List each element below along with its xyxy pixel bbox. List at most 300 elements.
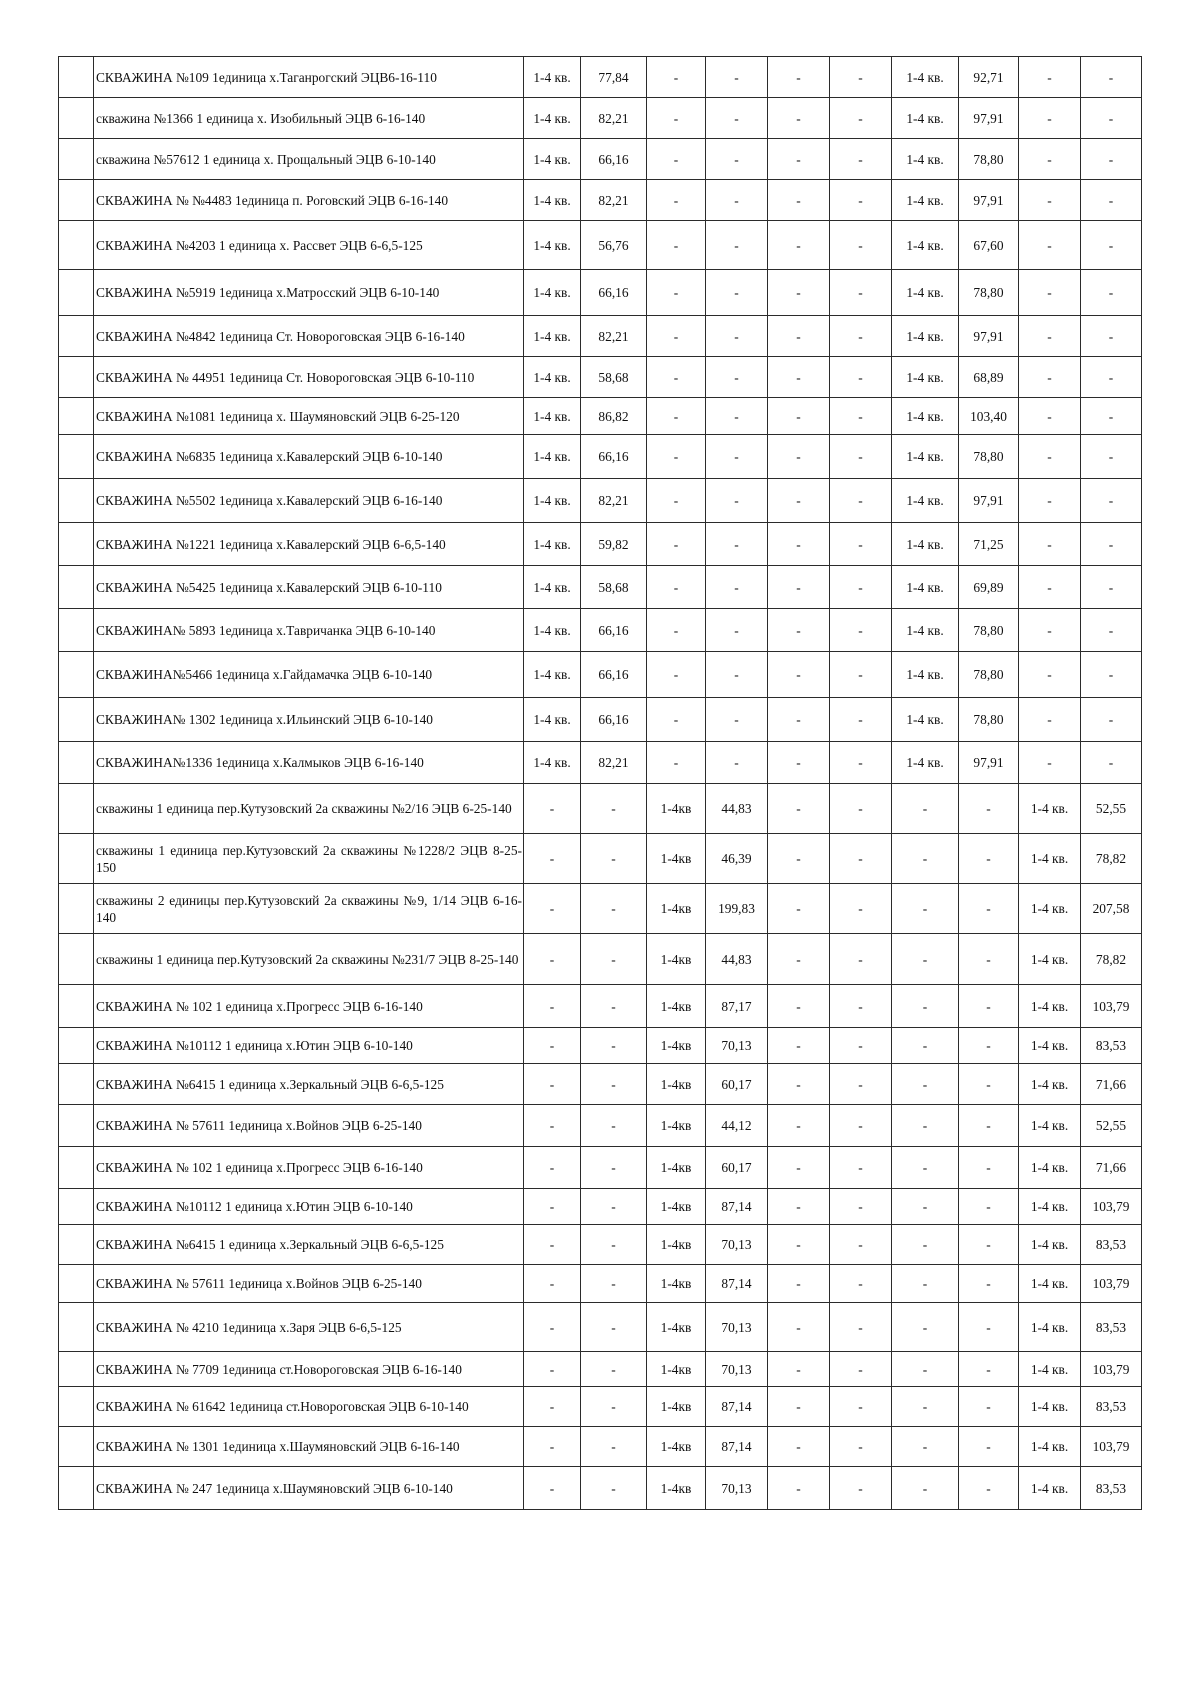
period-b-cell: 1-4кв <box>647 934 706 985</box>
period-b-cell: 1-4кв <box>647 884 706 934</box>
amount-e-cell: - <box>1081 698 1142 742</box>
amount-b-cell: 87,14 <box>706 1427 768 1467</box>
amount-a-cell: 56,76 <box>581 221 647 270</box>
period-e-cell: 1-4 кв. <box>1019 1427 1081 1467</box>
well-name-cell: СКВАЖИНА №5919 1единица х.Матросский ЭЦВ 6-10-140 <box>94 270 524 316</box>
table-row <box>59 1147 1142 1189</box>
period-b-cell: 1-4кв <box>647 1105 706 1147</box>
amount-b-cell: 44,83 <box>706 784 768 834</box>
period-a-cell: - <box>524 985 581 1028</box>
amount-e-cell: - <box>1081 742 1142 784</box>
period-b-cell: 1-4кв <box>647 1427 706 1467</box>
wells-table-body <box>59 57 1142 1510</box>
period-d-cell: 1-4 кв. <box>892 57 959 98</box>
table-row <box>59 1189 1142 1225</box>
amount-c-cell: - <box>830 98 892 139</box>
period-d-cell: - <box>892 934 959 985</box>
row-number-cell <box>59 1303 94 1352</box>
well-name-cell: скважины 1 единица пер.Кутузовский 2а скважины №2/16 ЭЦВ 6-25-140 <box>94 784 524 834</box>
amount-a-cell: 66,16 <box>581 270 647 316</box>
amount-a-cell: 77,84 <box>581 57 647 98</box>
period-a-cell: - <box>524 1427 581 1467</box>
well-name-cell: скважины 2 единицы пер.Кутузовский 2а скважины №9, 1/14 ЭЦВ 6-16-140 <box>94 884 524 934</box>
period-d-cell: 1-4 кв. <box>892 609 959 652</box>
amount-c-cell: - <box>830 398 892 435</box>
amount-c-cell: - <box>830 1265 892 1303</box>
row-number-cell <box>59 523 94 566</box>
period-e-cell: 1-4 кв. <box>1019 985 1081 1028</box>
amount-a-cell: - <box>581 1303 647 1352</box>
period-b-cell: - <box>647 357 706 398</box>
period-b-cell: 1-4кв <box>647 1064 706 1105</box>
amount-c-cell: - <box>830 934 892 985</box>
amount-b-cell: - <box>706 316 768 357</box>
period-b-cell: - <box>647 221 706 270</box>
period-b-cell: 1-4кв <box>647 1189 706 1225</box>
amount-a-cell: - <box>581 934 647 985</box>
period-c-cell: - <box>768 523 830 566</box>
amount-d-cell: - <box>959 1225 1019 1265</box>
amount-b-cell: 199,83 <box>706 884 768 934</box>
wells-table <box>58 56 1142 1510</box>
amount-e-cell: 78,82 <box>1081 834 1142 884</box>
amount-d-cell: - <box>959 934 1019 985</box>
period-d-cell: - <box>892 834 959 884</box>
well-name-cell: скважина №57612 1 единица х. Прощальный ЭЦВ 6-10-140 <box>94 139 524 180</box>
period-a-cell: - <box>524 834 581 884</box>
period-a-cell: 1-4 кв. <box>524 57 581 98</box>
period-c-cell: - <box>768 1387 830 1427</box>
period-e-cell: - <box>1019 357 1081 398</box>
table-row <box>59 1028 1142 1064</box>
amount-e-cell: - <box>1081 435 1142 479</box>
well-name-cell: СКВАЖИНА №10112 1 единица х.Ютин ЭЦВ 6-10-140 <box>94 1028 524 1064</box>
amount-a-cell: 58,68 <box>581 357 647 398</box>
table-row <box>59 1352 1142 1387</box>
amount-c-cell: - <box>830 316 892 357</box>
period-a-cell: - <box>524 1064 581 1105</box>
row-number-cell <box>59 1352 94 1387</box>
period-d-cell: - <box>892 1427 959 1467</box>
amount-e-cell: 52,55 <box>1081 784 1142 834</box>
period-e-cell: - <box>1019 398 1081 435</box>
table-row <box>59 270 1142 316</box>
amount-c-cell: - <box>830 1225 892 1265</box>
period-c-cell: - <box>768 698 830 742</box>
period-d-cell: 1-4 кв. <box>892 398 959 435</box>
amount-a-cell: 86,82 <box>581 398 647 435</box>
period-e-cell: 1-4 кв. <box>1019 934 1081 985</box>
amount-b-cell: - <box>706 479 768 523</box>
amount-b-cell: 60,17 <box>706 1147 768 1189</box>
period-d-cell: 1-4 кв. <box>892 180 959 221</box>
period-c-cell: - <box>768 934 830 985</box>
well-name-cell: СКВАЖИНА № 4210 1единица х.Заря ЭЦВ 6-6,5-125 <box>94 1303 524 1352</box>
row-number-cell <box>59 1064 94 1105</box>
amount-e-cell: 103,79 <box>1081 1265 1142 1303</box>
amount-c-cell: - <box>830 742 892 784</box>
period-e-cell: - <box>1019 523 1081 566</box>
period-a-cell: - <box>524 1352 581 1387</box>
row-number-cell <box>59 57 94 98</box>
period-a-cell: 1-4 кв. <box>524 698 581 742</box>
amount-e-cell: - <box>1081 652 1142 698</box>
row-number-cell <box>59 652 94 698</box>
period-e-cell: - <box>1019 435 1081 479</box>
period-a-cell: 1-4 кв. <box>524 523 581 566</box>
amount-e-cell: 103,79 <box>1081 1352 1142 1387</box>
amount-d-cell: - <box>959 1387 1019 1427</box>
period-e-cell: 1-4 кв. <box>1019 1352 1081 1387</box>
period-e-cell: - <box>1019 139 1081 180</box>
amount-d-cell: - <box>959 1303 1019 1352</box>
period-e-cell: 1-4 кв. <box>1019 1303 1081 1352</box>
period-b-cell: - <box>647 57 706 98</box>
row-number-cell <box>59 98 94 139</box>
amount-c-cell: - <box>830 139 892 180</box>
well-name-cell: скважины 1 единица пер.Кутузовский 2а скважины №231/7 ЭЦВ 8-25-140 <box>94 934 524 985</box>
well-name-cell: СКВАЖИНА № 57611 1единица х.Войнов ЭЦВ 6-25-140 <box>94 1105 524 1147</box>
period-d-cell: - <box>892 1467 959 1510</box>
amount-d-cell: 78,80 <box>959 270 1019 316</box>
amount-e-cell: - <box>1081 57 1142 98</box>
amount-d-cell: 103,40 <box>959 398 1019 435</box>
amount-e-cell: 83,53 <box>1081 1467 1142 1510</box>
period-b-cell: - <box>647 316 706 357</box>
period-a-cell: 1-4 кв. <box>524 270 581 316</box>
amount-a-cell: - <box>581 884 647 934</box>
amount-a-cell: 58,68 <box>581 566 647 609</box>
period-c-cell: - <box>768 784 830 834</box>
table-row <box>59 1064 1142 1105</box>
amount-e-cell: - <box>1081 479 1142 523</box>
table-row <box>59 221 1142 270</box>
row-number-cell <box>59 180 94 221</box>
amount-e-cell: - <box>1081 316 1142 357</box>
period-a-cell: 1-4 кв. <box>524 652 581 698</box>
period-b-cell: - <box>647 479 706 523</box>
amount-d-cell: - <box>959 1427 1019 1467</box>
period-d-cell: - <box>892 784 959 834</box>
amount-e-cell: - <box>1081 221 1142 270</box>
period-d-cell: 1-4 кв. <box>892 435 959 479</box>
table-row <box>59 1265 1142 1303</box>
table-row <box>59 435 1142 479</box>
period-e-cell: 1-4 кв. <box>1019 1467 1081 1510</box>
amount-c-cell: - <box>830 180 892 221</box>
amount-a-cell: 82,21 <box>581 98 647 139</box>
period-b-cell: 1-4кв <box>647 1147 706 1189</box>
period-a-cell: - <box>524 1387 581 1427</box>
period-c-cell: - <box>768 609 830 652</box>
amount-e-cell: 83,53 <box>1081 1225 1142 1265</box>
period-d-cell: - <box>892 1147 959 1189</box>
amount-e-cell: 103,79 <box>1081 1189 1142 1225</box>
period-c-cell: - <box>768 1028 830 1064</box>
period-b-cell: - <box>647 566 706 609</box>
period-d-cell: 1-4 кв. <box>892 523 959 566</box>
table-row <box>59 1225 1142 1265</box>
amount-a-cell: 66,16 <box>581 652 647 698</box>
table-row <box>59 1387 1142 1427</box>
amount-e-cell: - <box>1081 398 1142 435</box>
table-row <box>59 884 1142 934</box>
period-d-cell: - <box>892 1189 959 1225</box>
period-c-cell: - <box>768 834 830 884</box>
amount-d-cell: - <box>959 1352 1019 1387</box>
amount-e-cell: - <box>1081 357 1142 398</box>
amount-d-cell: 67,60 <box>959 221 1019 270</box>
well-name-cell: скважины 1 единица пер.Кутузовский 2а скважины №1228/2 ЭЦВ 8-25-150 <box>94 834 524 884</box>
row-number-cell <box>59 1265 94 1303</box>
well-name-cell: СКВАЖИНА №109 1единица х.Таганрогский ЭЦВ6-16-110 <box>94 57 524 98</box>
amount-a-cell: 66,16 <box>581 435 647 479</box>
table-row <box>59 1467 1142 1510</box>
row-number-cell <box>59 1467 94 1510</box>
period-c-cell: - <box>768 98 830 139</box>
amount-c-cell: - <box>830 1303 892 1352</box>
amount-d-cell: 97,91 <box>959 98 1019 139</box>
period-e-cell: - <box>1019 479 1081 523</box>
amount-a-cell: - <box>581 1387 647 1427</box>
period-d-cell: - <box>892 884 959 934</box>
amount-d-cell: 97,91 <box>959 742 1019 784</box>
table-row <box>59 1427 1142 1467</box>
row-number-cell <box>59 398 94 435</box>
amount-b-cell: 70,13 <box>706 1303 768 1352</box>
period-b-cell: - <box>647 609 706 652</box>
amount-b-cell: - <box>706 270 768 316</box>
row-number-cell <box>59 139 94 180</box>
amount-b-cell: - <box>706 523 768 566</box>
amount-b-cell: 70,13 <box>706 1028 768 1064</box>
row-number-cell <box>59 985 94 1028</box>
period-e-cell: 1-4 кв. <box>1019 784 1081 834</box>
well-name-cell: СКВАЖИНА№ 5893 1единица х.Тавричанка ЭЦВ 6-10-140 <box>94 609 524 652</box>
period-a-cell: - <box>524 1225 581 1265</box>
period-e-cell: 1-4 кв. <box>1019 884 1081 934</box>
period-e-cell: - <box>1019 98 1081 139</box>
table-row <box>59 139 1142 180</box>
period-d-cell: 1-4 кв. <box>892 139 959 180</box>
period-e-cell: - <box>1019 270 1081 316</box>
period-e-cell: - <box>1019 652 1081 698</box>
amount-c-cell: - <box>830 1105 892 1147</box>
well-name-cell: СКВАЖИНА № 247 1единица х.Шаумяновский ЭЦВ 6-10-140 <box>94 1467 524 1510</box>
well-name-cell: СКВАЖИНА № 102 1 единица х.Прогресс ЭЦВ 6-16-140 <box>94 985 524 1028</box>
period-c-cell: - <box>768 316 830 357</box>
amount-d-cell: - <box>959 1064 1019 1105</box>
period-e-cell: - <box>1019 57 1081 98</box>
amount-a-cell: - <box>581 1265 647 1303</box>
period-a-cell: 1-4 кв. <box>524 398 581 435</box>
table-row <box>59 1303 1142 1352</box>
amount-a-cell: - <box>581 1064 647 1105</box>
amount-d-cell: - <box>959 1028 1019 1064</box>
table-row <box>59 180 1142 221</box>
amount-e-cell: 103,79 <box>1081 985 1142 1028</box>
amount-d-cell: 78,80 <box>959 609 1019 652</box>
amount-c-cell: - <box>830 652 892 698</box>
period-b-cell: - <box>647 698 706 742</box>
period-e-cell: - <box>1019 180 1081 221</box>
period-c-cell: - <box>768 57 830 98</box>
amount-e-cell: 83,53 <box>1081 1303 1142 1352</box>
period-c-cell: - <box>768 1467 830 1510</box>
row-number-cell <box>59 1028 94 1064</box>
row-number-cell <box>59 1387 94 1427</box>
amount-d-cell: 78,80 <box>959 652 1019 698</box>
row-number-cell <box>59 479 94 523</box>
period-c-cell: - <box>768 1064 830 1105</box>
period-e-cell: 1-4 кв. <box>1019 1028 1081 1064</box>
period-b-cell: 1-4кв <box>647 1265 706 1303</box>
well-name-cell: скважина №1366 1 единица х. Изобильный ЭЦВ 6-16-140 <box>94 98 524 139</box>
period-d-cell: 1-4 кв. <box>892 652 959 698</box>
well-name-cell: СКВАЖИНА № №4483 1единица п. Роговский ЭЦВ 6-16-140 <box>94 180 524 221</box>
period-c-cell: - <box>768 1427 830 1467</box>
amount-c-cell: - <box>830 57 892 98</box>
period-a-cell: - <box>524 1105 581 1147</box>
period-b-cell: - <box>647 180 706 221</box>
amount-d-cell: - <box>959 1147 1019 1189</box>
table-row <box>59 609 1142 652</box>
well-name-cell: СКВАЖИНА№ 1302 1единица х.Ильинский ЭЦВ 6-10-140 <box>94 698 524 742</box>
period-a-cell: 1-4 кв. <box>524 566 581 609</box>
period-a-cell: 1-4 кв. <box>524 316 581 357</box>
amount-a-cell: 82,21 <box>581 479 647 523</box>
row-number-cell <box>59 1225 94 1265</box>
row-number-cell <box>59 698 94 742</box>
period-c-cell: - <box>768 742 830 784</box>
amount-b-cell: - <box>706 566 768 609</box>
period-e-cell: - <box>1019 609 1081 652</box>
period-e-cell: - <box>1019 316 1081 357</box>
table-row <box>59 479 1142 523</box>
row-number-cell <box>59 834 94 884</box>
period-a-cell: 1-4 кв. <box>524 479 581 523</box>
amount-b-cell: - <box>706 398 768 435</box>
period-b-cell: - <box>647 139 706 180</box>
amount-d-cell: - <box>959 834 1019 884</box>
period-e-cell: - <box>1019 221 1081 270</box>
period-e-cell: - <box>1019 698 1081 742</box>
amount-b-cell: - <box>706 698 768 742</box>
period-d-cell: 1-4 кв. <box>892 357 959 398</box>
well-name-cell: СКВАЖИНА №5502 1единица х.Кавалерский ЭЦВ 6-16-140 <box>94 479 524 523</box>
table-row <box>59 523 1142 566</box>
period-d-cell: 1-4 кв. <box>892 98 959 139</box>
amount-b-cell: - <box>706 180 768 221</box>
amount-a-cell: - <box>581 1105 647 1147</box>
amount-b-cell: 70,13 <box>706 1352 768 1387</box>
period-a-cell: 1-4 кв. <box>524 139 581 180</box>
well-name-cell: СКВАЖИНА №6415 1 единица х.Зеркальный ЭЦВ 6-6,5-125 <box>94 1225 524 1265</box>
amount-e-cell: 207,58 <box>1081 884 1142 934</box>
period-e-cell: 1-4 кв. <box>1019 1064 1081 1105</box>
amount-d-cell: - <box>959 1265 1019 1303</box>
period-c-cell: - <box>768 180 830 221</box>
amount-e-cell: - <box>1081 523 1142 566</box>
well-name-cell: СКВАЖИНА № 102 1 единица х.Прогресс ЭЦВ 6-16-140 <box>94 1147 524 1189</box>
period-c-cell: - <box>768 1265 830 1303</box>
period-a-cell: - <box>524 884 581 934</box>
table-row <box>59 357 1142 398</box>
amount-e-cell: - <box>1081 270 1142 316</box>
period-c-cell: - <box>768 398 830 435</box>
period-d-cell: - <box>892 1028 959 1064</box>
table-row <box>59 98 1142 139</box>
period-b-cell: - <box>647 398 706 435</box>
well-name-cell: СКВАЖИНА№5466 1единица х.Гайдамачка ЭЦВ 6-10-140 <box>94 652 524 698</box>
amount-c-cell: - <box>830 834 892 884</box>
amount-c-cell: - <box>830 479 892 523</box>
amount-b-cell: - <box>706 609 768 652</box>
well-name-cell: СКВАЖИНА № 1301 1единица х.Шаумяновский ЭЦВ 6-16-140 <box>94 1427 524 1467</box>
period-b-cell: 1-4кв <box>647 985 706 1028</box>
period-e-cell: 1-4 кв. <box>1019 1387 1081 1427</box>
amount-a-cell: - <box>581 1225 647 1265</box>
row-number-cell <box>59 270 94 316</box>
amount-b-cell: - <box>706 98 768 139</box>
amount-b-cell: - <box>706 221 768 270</box>
amount-e-cell: - <box>1081 609 1142 652</box>
amount-b-cell: 44,83 <box>706 934 768 985</box>
period-b-cell: - <box>647 523 706 566</box>
table-row <box>59 698 1142 742</box>
row-number-cell <box>59 357 94 398</box>
row-number-cell <box>59 1427 94 1467</box>
row-number-cell <box>59 1105 94 1147</box>
amount-b-cell: 87,17 <box>706 985 768 1028</box>
period-c-cell: - <box>768 357 830 398</box>
amount-d-cell: 97,91 <box>959 479 1019 523</box>
period-a-cell: 1-4 кв. <box>524 435 581 479</box>
period-b-cell: 1-4кв <box>647 1303 706 1352</box>
amount-e-cell: 71,66 <box>1081 1064 1142 1105</box>
amount-c-cell: - <box>830 1352 892 1387</box>
amount-c-cell: - <box>830 1467 892 1510</box>
period-b-cell: - <box>647 652 706 698</box>
period-a-cell: 1-4 кв. <box>524 609 581 652</box>
table-row <box>59 398 1142 435</box>
table-row <box>59 784 1142 834</box>
table-row <box>59 934 1142 985</box>
amount-e-cell: - <box>1081 139 1142 180</box>
period-d-cell: - <box>892 1105 959 1147</box>
amount-c-cell: - <box>830 1427 892 1467</box>
period-c-cell: - <box>768 1352 830 1387</box>
well-name-cell: СКВАЖИНА№1336 1единица х.Калмыков ЭЦВ 6-16-140 <box>94 742 524 784</box>
amount-d-cell: - <box>959 985 1019 1028</box>
period-a-cell: 1-4 кв. <box>524 742 581 784</box>
amount-b-cell: - <box>706 357 768 398</box>
amount-b-cell: - <box>706 57 768 98</box>
table-row <box>59 742 1142 784</box>
table-row <box>59 566 1142 609</box>
amount-a-cell: - <box>581 784 647 834</box>
amount-b-cell: 87,14 <box>706 1387 768 1427</box>
period-d-cell: - <box>892 1352 959 1387</box>
amount-c-cell: - <box>830 357 892 398</box>
row-number-cell <box>59 221 94 270</box>
period-c-cell: - <box>768 479 830 523</box>
period-c-cell: - <box>768 221 830 270</box>
amount-b-cell: - <box>706 435 768 479</box>
amount-e-cell: - <box>1081 566 1142 609</box>
period-a-cell: - <box>524 1189 581 1225</box>
well-name-cell: СКВАЖИНА № 57611 1единица х.Войнов ЭЦВ 6-25-140 <box>94 1265 524 1303</box>
